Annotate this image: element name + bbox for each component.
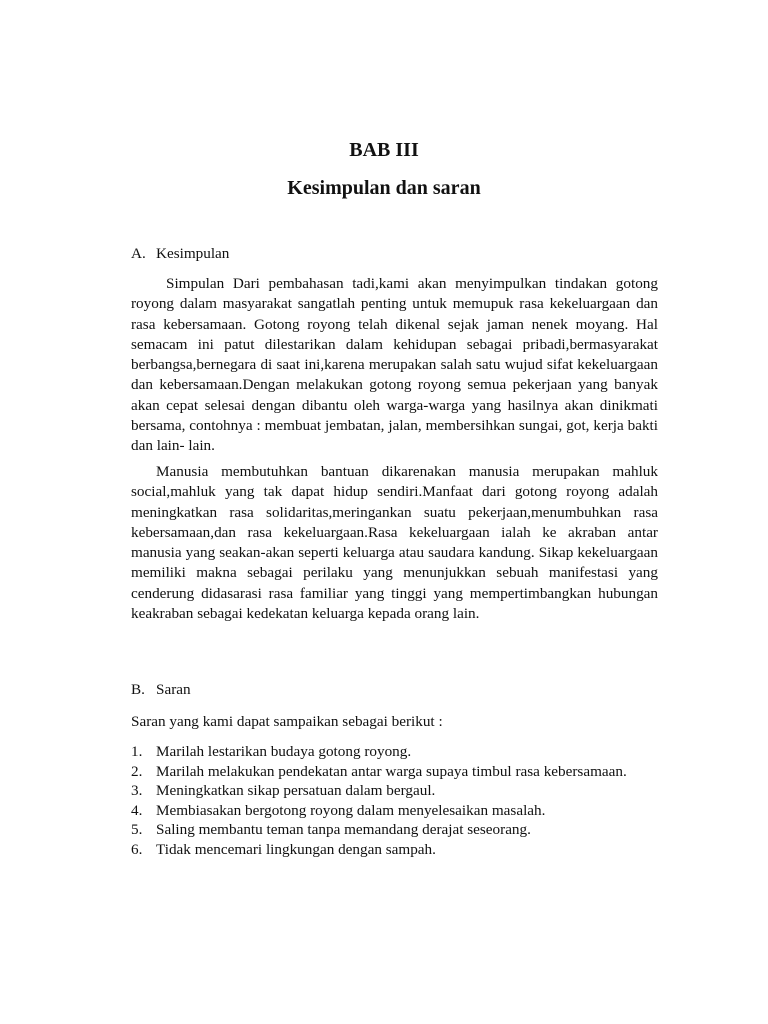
section-a-title: Kesimpulan [156, 245, 230, 262]
list-item-text: Tidak mencemari lingkungan dengan sampah. [156, 840, 436, 858]
list-item [131, 742, 658, 762]
list-item [131, 801, 658, 821]
list-item-number: 1. [131, 743, 143, 760]
list-item-text: Membiasakan bergotong royong dalam menyelesaikan masalah. [156, 801, 546, 819]
list-item [131, 762, 658, 782]
list-item-number: 3. [131, 782, 143, 800]
section-b-title: Saran [156, 681, 191, 698]
chapter-title: Kesimpulan dan saran [287, 177, 481, 199]
section-a-heading [131, 244, 229, 264]
list-item-number: 2. [131, 762, 143, 780]
chapter-heading: BAB III [349, 139, 419, 161]
section-b-letter: B. [131, 681, 145, 698]
list-item-number: 4. [131, 801, 143, 819]
list-item-text: Meningkatkan sikap persatuan dalam bergaul. [156, 782, 436, 800]
list-item-text: Marilah melakukan pendekatan antar warga supaya timbul rasa kebersamaan. [156, 762, 627, 780]
saran-list [131, 742, 658, 860]
section-a-letter: A. [131, 245, 146, 262]
list-item-text: Marilah lestarikan budaya gotong royong. [156, 743, 412, 760]
list-item-number: 5. [131, 821, 143, 839]
list-item-number: 6. [131, 840, 143, 858]
section-b-heading [131, 680, 191, 700]
paragraph-kesimpulan-1: Simpulan Dari pembahasan tadi,kami akan menyimpulkan tindakan gotong royong dalam masyarakat sangatlah penting untuk memupuk rasa kekeluargaan dan rasa kebersamaan. Gotong royong telah dikenal sejak jaman nenek moyang. Hal semacam ini patut dilestarikan dalam kehidupan sebagai pribadi,bermasyarakat berbangsa,bernegara di saat ini,karena merupakan salah satu wujud sifat kekeluargaan dan kebersamaan.Dengan melakukan gotong royong semua pekerjaan yang banyak akan cepat selesai dengan dibantu oleh warga-warga yang hasilnya akan dinikmati bersama, contohnya : membuat jembatan, jalan, membersihkan sungai, got, kerja bakti dan lain- lain. [131, 275, 658, 455]
list-item [131, 820, 658, 840]
list-item [131, 840, 658, 860]
list-item [131, 781, 658, 801]
paragraph-kesimpulan-2: Manusia membutuhkan bantuan dikarenakan manusia merupakan mahluk social,mahluk yang tak dapat hidup sendiri.Manfaat dari gotong royong adalah meningkatkan rasa solidaritas,meringankan suatu pekerjaan,menumbuhkan rasa kebersamaan,dan rasa kekeluargaan.Rasa kekeluargaan ialah ke akraban antar manusia yang seakan-akan seperti keluarga atau saudara kandung. Sikap kekeluargaan memiliki makna sebagai perilaku yang menunjukkan sebuah manifestasi yang cenderung didasarasi rasa familiar yang tinggi yang mempertimbangkan hubungan keakraban sebagai kedekatan keluarga kepada orang lain. [131, 463, 658, 623]
list-item-text: Saling membantu teman tanpa memandang derajat seseorang. [156, 821, 531, 839]
saran-intro: Saran yang kami dapat sampaikan sebagai berikut : [131, 713, 443, 730]
